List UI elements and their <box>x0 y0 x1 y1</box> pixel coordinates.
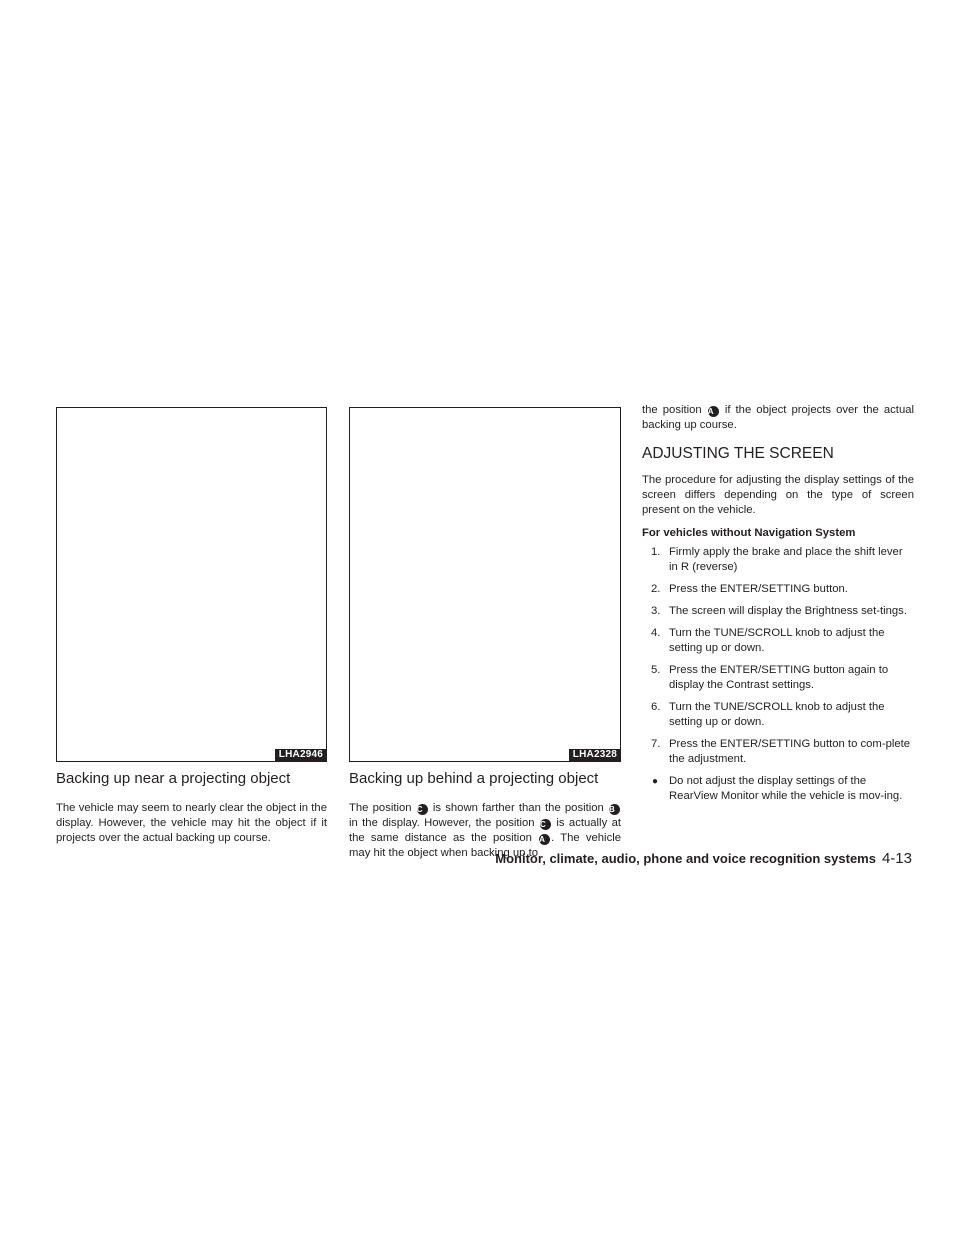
step-item <box>642 604 914 619</box>
step-text: The screen will display the Brightness set-tings. <box>669 605 907 617</box>
circled-a-icon: A <box>708 406 719 417</box>
circled-c-icon: C <box>417 804 428 815</box>
step-text: Press the ENTER/SETTING button again to display the Contrast settings. <box>669 664 889 691</box>
heading-backing-behind: Backing up behind a projecting object <box>349 770 599 787</box>
column-3 <box>642 403 914 804</box>
circled-a-icon: A <box>539 834 550 845</box>
circled-b-icon: B <box>609 804 620 815</box>
step-item <box>642 663 914 693</box>
step-number: 2. <box>651 583 661 595</box>
column-1 <box>56 770 327 846</box>
step-number: 4. <box>651 627 661 639</box>
text-segment: the position <box>642 404 702 416</box>
text-segment: if the object projects over the actual backing up course. <box>642 404 915 431</box>
step-number: 1. <box>651 546 661 558</box>
step-text: Press the ENTER/SETTING button to com-plete the adjustment. <box>669 738 911 765</box>
bullet-icon: ● <box>652 776 659 787</box>
subheading-without-navigation: For vehicles without Navigation System <box>642 527 856 539</box>
step-item <box>642 737 914 767</box>
figure-lha2946 <box>56 407 327 762</box>
step-item <box>642 626 914 656</box>
step-number: 5. <box>651 664 661 676</box>
bullet-note <box>642 774 914 804</box>
text-segment: is shown farther than the position <box>432 802 604 814</box>
paragraph-continued <box>642 403 914 433</box>
circled-c-icon: C <box>540 819 551 830</box>
step-item <box>642 700 914 730</box>
text-segment: The position <box>349 802 412 814</box>
step-text: Turn the TUNE/SCROLL knob to adjust the setting up or down. <box>669 627 885 654</box>
page-number: 4-13 <box>881 850 912 867</box>
steps-list <box>642 545 914 767</box>
figure-label: LHA2328 <box>569 749 620 761</box>
heading-backing-near: Backing up near a projecting object <box>56 770 291 787</box>
bullet-text: Do not adjust the display settings of the RearView Monitor while the vehicle is mov-ing. <box>669 775 903 802</box>
figure-label: LHA2946 <box>275 749 326 761</box>
heading-adjusting-screen: ADJUSTING THE SCREEN <box>642 445 834 462</box>
page-footer <box>495 851 912 867</box>
step-text: Press the ENTER/SETTING button. <box>669 583 848 595</box>
step-number: 6. <box>651 701 661 713</box>
paragraph-intro: The procedure for adjusting the display settings of the screen differs depending on the type of screen present on the vehicle. <box>642 474 914 516</box>
step-item <box>642 545 914 575</box>
column-2 <box>349 770 621 861</box>
step-number: 7. <box>651 738 661 750</box>
text-segment: is actually at the same distance as the position <box>349 817 622 844</box>
step-item <box>642 582 914 597</box>
step-number: 3. <box>651 605 661 617</box>
paragraph-backing-near: The vehicle may seem to nearly clear the object in the display. However, the vehicle may hit the object if it projects over the actual backing up course. <box>56 802 327 844</box>
step-text: Firmly apply the brake and place the shift lever in R (reverse) <box>669 546 903 573</box>
footer-chapter-title: Monitor, climate, audio, phone and voice recognition systems <box>495 851 876 866</box>
step-text: Turn the TUNE/SCROLL knob to adjust the setting up or down. <box>669 701 885 728</box>
text-segment: in the display. However, the position <box>349 817 535 829</box>
figure-lha2328 <box>349 407 621 762</box>
text-segment: . The vehicle may hit the object when backing up to <box>349 832 622 859</box>
